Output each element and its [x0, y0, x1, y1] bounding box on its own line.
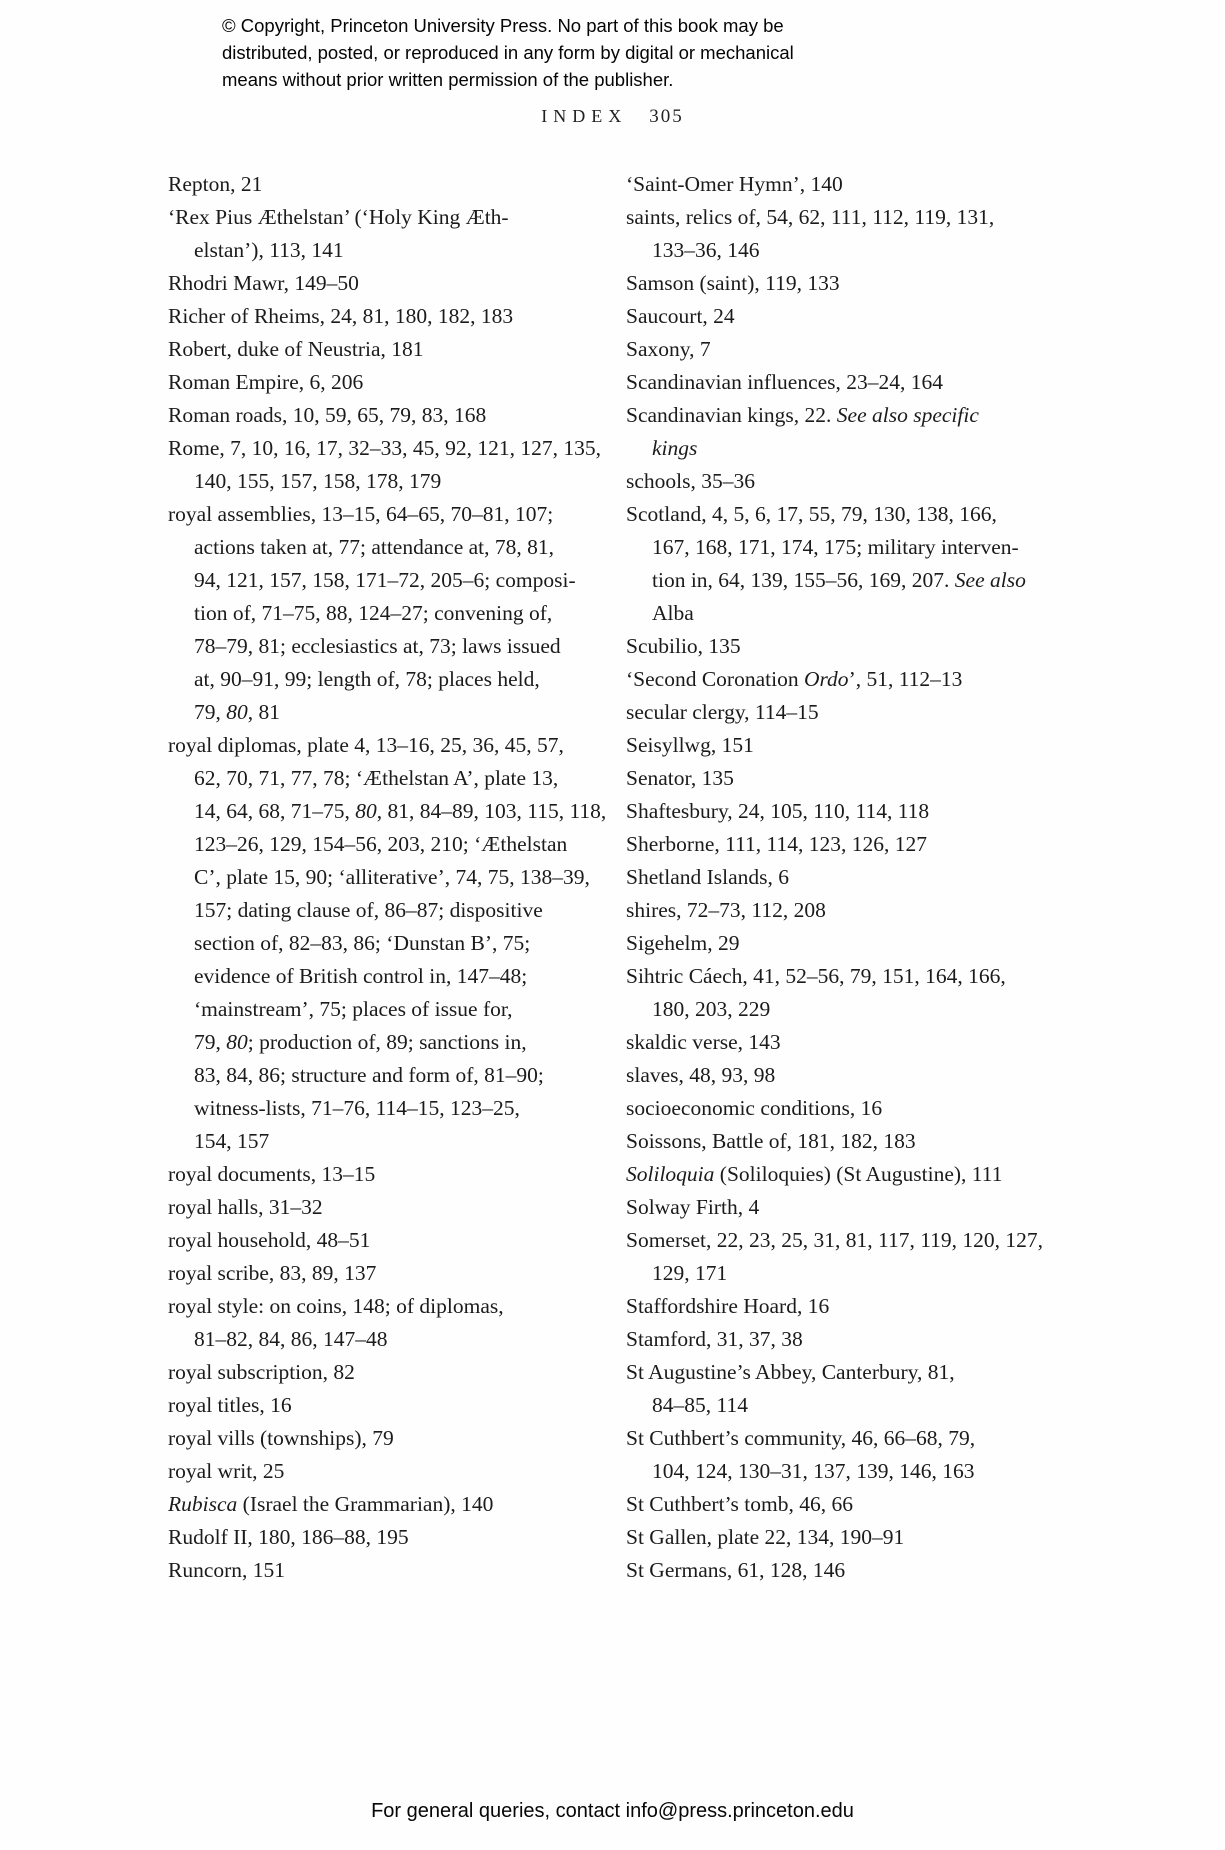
- index-entry: [626, 1521, 1043, 1554]
- index-entry: [168, 432, 606, 498]
- copyright-line: means without prior written permission of the publisher.: [222, 69, 674, 90]
- index-entry: [626, 366, 1043, 399]
- index-entry: [626, 1323, 1043, 1356]
- index-entry-turnover-line: 62, 70, 71, 77, 78; ‘Æthelstan A’, plate 13,: [194, 766, 559, 790]
- index-entry-turnover-line: Alba: [652, 601, 694, 625]
- index-entry-line: St Augustine’s Abbey, Canterbury, 81,: [626, 1360, 955, 1384]
- index-entry-turnover-line: tion of, 71–75, 88, 124–27; convening of,: [194, 601, 553, 625]
- index-entry: [168, 201, 606, 267]
- index-entry: [626, 1422, 1043, 1488]
- index-entry-line: royal assemblies, 13–15, 64–65, 70–81, 107;: [168, 502, 554, 526]
- index-entry: [626, 894, 1043, 927]
- index-entry-line: saints, relics of, 54, 62, 111, 112, 119, 131,: [626, 205, 995, 229]
- index-entry: [626, 465, 1043, 498]
- index-entry-line: Rome, 7, 10, 16, 17, 32–33, 45, 92, 121, 127, 135,: [168, 436, 601, 460]
- index-entry-turnover-line: tion in, 64, 139, 155–56, 169, 207. See also: [652, 568, 1026, 592]
- index-entry-line: Somerset, 22, 23, 25, 31, 81, 117, 119, 120, 127,: [626, 1228, 1044, 1252]
- index-entry: [626, 168, 1043, 201]
- index-entry-turnover-line: 167, 168, 171, 174, 175; military interven-: [652, 535, 1019, 559]
- index-entry-line: Stamford, 31, 37, 38: [626, 1327, 803, 1351]
- index-entry: [626, 1125, 1043, 1158]
- index-entry-turnover-line: 78–79, 81; ecclesiastics at, 73; laws issued: [194, 634, 561, 658]
- index-entry: [626, 1191, 1043, 1224]
- index-entry-line: Scubilio, 135: [626, 634, 741, 658]
- index-entry-line: royal scribe, 83, 89, 137: [168, 1261, 377, 1285]
- page-number: 305: [649, 106, 684, 127]
- index-entry-line: ‘Second Coronation Ordo’, 51, 112–13: [626, 667, 963, 691]
- index-entry: [168, 1488, 606, 1521]
- index-entry: [626, 696, 1043, 729]
- index-entry: [168, 1356, 606, 1389]
- index-entry: [168, 729, 606, 1158]
- index-entry-line: St Germans, 61, 128, 146: [626, 1558, 846, 1582]
- index-entry-turnover-line: evidence of British control in, 147–48;: [194, 964, 528, 988]
- index-entry: [168, 1521, 606, 1554]
- index-entry: [626, 960, 1043, 1026]
- index-entry: [168, 1290, 606, 1356]
- index-entry-turnover-line: 123–26, 129, 154–56, 203, 210; ‘Æthelstan: [194, 832, 568, 856]
- footer-contact: For general queries, contact info@press.princeton.edu: [371, 1800, 854, 1822]
- index-entry-line: Seisyllwg, 151: [626, 733, 754, 757]
- index-entry: [168, 333, 606, 366]
- index-entry-turnover-line: 140, 155, 157, 158, 178, 179: [194, 469, 442, 493]
- index-entry: [626, 828, 1043, 861]
- index-entry: [168, 1158, 606, 1191]
- index-entry-line: Rubisca (Israel the Grammarian), 140: [168, 1492, 494, 1516]
- index-entry: [168, 168, 606, 201]
- index-entry-turnover-line: witness-lists, 71–76, 114–15, 123–25,: [194, 1096, 520, 1120]
- index-entry-line: Roman roads, 10, 59, 65, 79, 83, 168: [168, 403, 487, 427]
- index-entry-turnover-line: at, 90–91, 99; length of, 78; places held,: [194, 667, 540, 691]
- index-entry-turnover-line: 14, 64, 68, 71–75, 80, 81, 84–89, 103, 115, 118,: [194, 799, 607, 823]
- index-entry-line: slaves, 48, 93, 98: [626, 1063, 776, 1087]
- index-entry-line: Samson (saint), 119, 133: [626, 271, 840, 295]
- index-entry-turnover-line: 129, 171: [652, 1261, 728, 1285]
- index-entry: [168, 498, 606, 729]
- index-entry-line: royal writ, 25: [168, 1459, 285, 1483]
- index-entry-turnover-line: 104, 124, 130–31, 137, 139, 146, 163: [652, 1459, 975, 1483]
- index-entry: [626, 927, 1043, 960]
- index-entry-line: Sigehelm, 29: [626, 931, 740, 955]
- index-entry: [626, 1488, 1043, 1521]
- index-entry-turnover-line: 79, 80, 81: [194, 700, 280, 724]
- index-entry-line: St Cuthbert’s community, 46, 66–68, 79,: [626, 1426, 976, 1450]
- index-entry-line: royal subscription, 82: [168, 1360, 355, 1384]
- index-entry-line: Saucourt, 24: [626, 304, 735, 328]
- index-entry-line: Saxony, 7: [626, 337, 711, 361]
- index-entry-turnover-line: 79, 80; production of, 89; sanctions in,: [194, 1030, 527, 1054]
- copyright-notice: [222, 12, 794, 93]
- index-entry: [168, 267, 606, 300]
- index-entry-line: shires, 72–73, 112, 208: [626, 898, 826, 922]
- index-entry-turnover-line: actions taken at, 77; attendance at, 78, 81,: [194, 535, 554, 559]
- index-entry: [626, 1026, 1043, 1059]
- index-entry-line: Staffordshire Hoard, 16: [626, 1294, 830, 1318]
- index-entry-line: Shaftesbury, 24, 105, 110, 114, 118: [626, 799, 930, 823]
- index-entry: [626, 1224, 1043, 1290]
- index-entry: [626, 762, 1043, 795]
- index-entry-line: Robert, duke of Neustria, 181: [168, 337, 424, 361]
- index-entry-line: ‘Saint-Omer Hymn’, 140: [626, 172, 843, 196]
- index-entry-turnover-line: 83, 84, 86; structure and form of, 81–90;: [194, 1063, 544, 1087]
- index-entry-turnover-line: C’, plate 15, 90; ‘alliterative’, 74, 75, 138–39,: [194, 865, 590, 889]
- index-entry-line: Scandinavian influences, 23–24, 164: [626, 370, 944, 394]
- index-entry-turnover-line: 84–85, 114: [652, 1393, 748, 1417]
- index-entry-line: Solway Firth, 4: [626, 1195, 760, 1219]
- index-entry: [168, 1455, 606, 1488]
- index-entry-line: Repton, 21: [168, 172, 263, 196]
- index-entry-turnover-line: 94, 121, 157, 158, 171–72, 205–6; composi-: [194, 568, 576, 592]
- index-entry-line: royal halls, 31–32: [168, 1195, 323, 1219]
- index-entry: [168, 1224, 606, 1257]
- index-entry: [626, 663, 1043, 696]
- index-entry-line: schools, 35–36: [626, 469, 755, 493]
- index-entry: [626, 498, 1043, 630]
- index-entry: [168, 1554, 606, 1587]
- index-entry: [626, 399, 1043, 465]
- index-column-left: [168, 168, 606, 1587]
- index-entry-line: Soissons, Battle of, 181, 182, 183: [626, 1129, 916, 1153]
- index-entry-line: Senator, 135: [626, 766, 734, 790]
- index-entry-turnover-line: section of, 82–83, 86; ‘Dunstan B’, 75;: [194, 931, 531, 955]
- index-entry: [168, 399, 606, 432]
- index-entry-turnover-line: 133–36, 146: [652, 238, 760, 262]
- copyright-line: distributed, posted, or reproduced in any form by digital or mechanical: [222, 42, 794, 63]
- index-entry: [626, 1158, 1043, 1191]
- index-entry-turnover-line: 157; dating clause of, 86–87; dispositive: [194, 898, 543, 922]
- section-title: INDEX: [541, 106, 628, 126]
- index-entry-line: socioeconomic conditions, 16: [626, 1096, 883, 1120]
- index-entry-line: royal household, 48–51: [168, 1228, 371, 1252]
- index-entry: [168, 1257, 606, 1290]
- index-column-right: [626, 168, 1043, 1587]
- index-entry-line: Scotland, 4, 5, 6, 17, 55, 79, 130, 138, 166,: [626, 502, 997, 526]
- index-entry-line: skaldic verse, 143: [626, 1030, 781, 1054]
- index-entry-turnover-line: 81–82, 84, 86, 147–48: [194, 1327, 388, 1351]
- index-entry: [626, 795, 1043, 828]
- index-entry-line: Scandinavian kings, 22. See also specific: [626, 403, 979, 427]
- index-entry: [626, 1092, 1043, 1125]
- index-entry: [626, 861, 1043, 894]
- index-entry-line: Shetland Islands, 6: [626, 865, 790, 889]
- index-entry: [626, 1356, 1043, 1422]
- index-entry-line: Rudolf II, 180, 186–88, 195: [168, 1525, 409, 1549]
- copyright-line: © Copyright, Princeton University Press. No part of this book may be: [222, 15, 784, 36]
- index-entry: [168, 1422, 606, 1455]
- index-entry: [626, 1554, 1043, 1587]
- index-entry-line: secular clergy, 114–15: [626, 700, 819, 724]
- index-entry-line: Soliloquia (Soliloquies) (St Augustine), 111: [626, 1162, 1003, 1186]
- index-entry-line: royal titles, 16: [168, 1393, 292, 1417]
- index-entry-line: Roman Empire, 6, 206: [168, 370, 364, 394]
- index-entry: [168, 1389, 606, 1422]
- index-entry: [626, 1059, 1043, 1092]
- index-entry: [168, 366, 606, 399]
- index-entry-turnover-line: ‘mainstream’, 75; places of issue for,: [194, 997, 513, 1021]
- index-entry: [626, 201, 1043, 267]
- index-entry-line: Rhodri Mawr, 149–50: [168, 271, 359, 295]
- index-entry-line: Sherborne, 111, 114, 123, 126, 127: [626, 832, 927, 856]
- index-entry: [626, 1290, 1043, 1323]
- index-entry: [626, 630, 1043, 663]
- index-entry-line: ‘Rex Pius Æthelstan’ (‘Holy King Æth-: [168, 205, 509, 229]
- index-entry-line: Runcorn, 151: [168, 1558, 286, 1582]
- index-entry-turnover-line: 180, 203, 229: [652, 997, 771, 1021]
- index-entry: [626, 729, 1043, 762]
- index-entry: [626, 333, 1043, 366]
- index-entry-line: St Gallen, plate 22, 134, 190–91: [626, 1525, 905, 1549]
- index-entry: [168, 300, 606, 333]
- index-entry-line: Sihtric Cáech, 41, 52–56, 79, 151, 164, 166,: [626, 964, 1006, 988]
- index-entry-line: royal diplomas, plate 4, 13–16, 25, 36, 45, 57,: [168, 733, 564, 757]
- index-entry-turnover-line: 154, 157: [194, 1129, 270, 1153]
- index-entry-turnover-line: elstan’), 113, 141: [194, 238, 344, 262]
- running-head: [0, 106, 1225, 128]
- index-entry-line: St Cuthbert’s tomb, 46, 66: [626, 1492, 853, 1516]
- index-entry-turnover-line: kings: [652, 436, 698, 460]
- index-entry: [168, 1191, 606, 1224]
- index-entry-line: royal documents, 13–15: [168, 1162, 376, 1186]
- index-entry-line: royal style: on coins, 148; of diplomas,: [168, 1294, 504, 1318]
- index-entry: [626, 300, 1043, 333]
- index-entry-line: Richer of Rheims, 24, 81, 180, 182, 183: [168, 304, 514, 328]
- index-entry: [626, 267, 1043, 300]
- index-entry-line: royal vills (townships), 79: [168, 1426, 394, 1450]
